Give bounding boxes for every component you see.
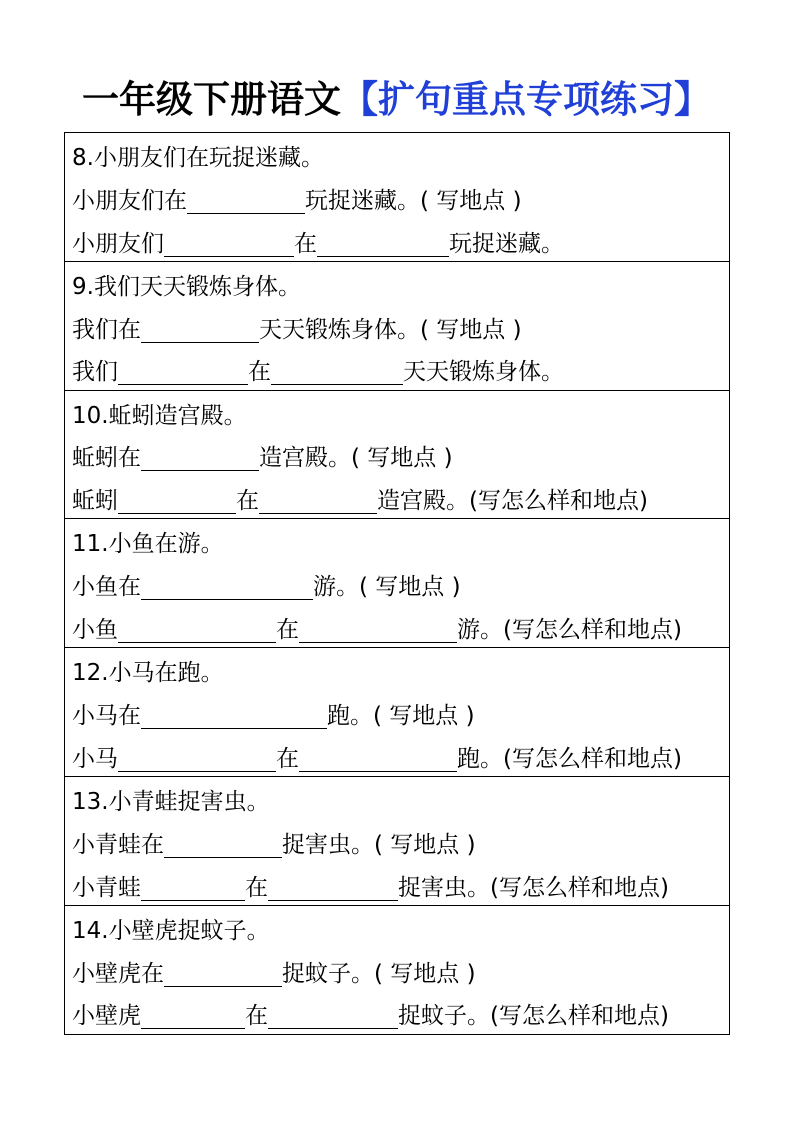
line-text-after: 游。 <box>457 616 503 643</box>
line-text-before: 小壁虎在 <box>72 960 164 987</box>
line-hint: (写怎么样和地点) <box>490 874 669 901</box>
answer-blank[interactable] <box>118 747 276 772</box>
line-text-before: 小鱼在 <box>72 574 141 601</box>
line-text-before: 小鱼 <box>72 616 118 643</box>
line-hint: ( 写地点 ) <box>374 960 476 987</box>
exercise-header: 14.小壁虎捉蚊子。 <box>72 917 270 944</box>
exercise-header: 12.小马在跑。 <box>72 660 224 687</box>
title-main: 一年级下册语文 <box>82 78 341 121</box>
line-text-after: 捉蚊子。 <box>398 1003 490 1030</box>
answer-blank[interactable] <box>299 618 457 643</box>
answer-blank[interactable] <box>259 489 377 514</box>
line-hint: (写怎么样和地点) <box>503 616 682 643</box>
exercise-line-expand <box>72 995 729 1038</box>
line-text-before: 小马在 <box>72 702 141 729</box>
line-text-before: 小朋友们 <box>72 230 164 257</box>
exercise-line-expand <box>72 609 729 652</box>
line-text-after: 造宫殿。 <box>259 445 351 472</box>
exercise-block-13 <box>65 777 729 906</box>
answer-blank[interactable] <box>299 747 457 772</box>
answer-blank[interactable] <box>187 189 305 214</box>
line-text-middle: 在 <box>276 745 299 772</box>
exercise-block-9 <box>65 262 729 391</box>
answer-blank[interactable] <box>141 575 313 600</box>
answer-blank[interactable] <box>141 876 245 901</box>
exercise-line-place <box>72 824 729 867</box>
line-text-after: 天天锻炼身体。 <box>259 316 420 343</box>
exercise-header: 10.蚯蚓造宫殿。 <box>72 402 247 429</box>
answer-blank[interactable] <box>268 1004 398 1029</box>
line-text-middle: 在 <box>248 359 271 386</box>
line-text-before: 我们在 <box>72 316 141 343</box>
line-hint: ( 写地点 ) <box>374 831 476 858</box>
line-text-before: 蚯蚓在 <box>72 445 141 472</box>
exercise-block-14 <box>65 906 729 1035</box>
line-hint: (写怎么样和地点) <box>490 1003 669 1030</box>
exercise-line-expand <box>72 738 729 781</box>
line-text-after: 玩捉迷藏。 <box>449 230 564 257</box>
exercise-line-expand <box>72 867 729 910</box>
exercise-line-place <box>72 309 729 352</box>
answer-blank[interactable] <box>141 446 259 471</box>
exercise-header: 8.小朋友们在玩捉迷藏。 <box>72 145 324 171</box>
answer-blank[interactable] <box>118 489 236 514</box>
line-text-after: 跑。 <box>327 702 373 729</box>
line-text-before: 我们 <box>72 359 118 386</box>
answer-blank[interactable] <box>141 318 259 343</box>
line-text-before: 小青蛙 <box>72 874 141 901</box>
exercise-header: 9.我们天天锻炼身体。 <box>72 273 301 300</box>
exercise-block-12 <box>65 648 729 777</box>
exercise-line-expand <box>72 351 729 394</box>
line-text-after: 游。 <box>313 574 359 601</box>
line-hint: ( 写地点 ) <box>373 702 475 729</box>
exercise-line-expand <box>72 480 729 523</box>
exercise-line-place <box>72 695 729 738</box>
answer-blank[interactable] <box>164 833 282 858</box>
exercise-line-place <box>72 953 729 996</box>
exercise-header: 13.小青蛙捉害虫。 <box>72 788 270 815</box>
answer-blank[interactable] <box>164 232 294 257</box>
answer-blank[interactable] <box>317 232 449 257</box>
line-text-after: 玩捉迷藏。 <box>305 187 420 214</box>
title-close-bracket: 】 <box>674 78 711 121</box>
answer-blank[interactable] <box>118 618 276 643</box>
line-text-after: 跑。 <box>457 745 503 772</box>
title-topic: 扩句重点专项练习 <box>378 78 674 121</box>
line-hint: (写怎么样和地点) <box>503 745 682 772</box>
line-text-before: 小青蛙在 <box>72 831 164 858</box>
exercise-line-expand <box>72 223 729 266</box>
line-text-middle: 在 <box>294 230 317 257</box>
exercise-block-10 <box>65 391 729 520</box>
title-open-bracket: 【 <box>341 78 378 121</box>
line-text-before: 蚯蚓 <box>72 488 118 515</box>
line-text-after: 捉蚊子。 <box>282 960 374 987</box>
answer-blank[interactable] <box>141 704 327 729</box>
answer-blank[interactable] <box>141 1004 245 1029</box>
answer-blank[interactable] <box>118 360 248 385</box>
answer-blank[interactable] <box>164 962 282 987</box>
exercise-line-place <box>72 566 729 609</box>
exercise-line-place <box>72 180 729 223</box>
line-text-after: 天天锻炼身体。 <box>403 359 564 386</box>
line-hint: ( 写地点 ) <box>359 574 461 601</box>
answer-blank[interactable] <box>268 876 398 901</box>
exercise-line-place <box>72 437 729 480</box>
line-hint: ( 写地点 ) <box>420 187 522 214</box>
line-text-middle: 在 <box>236 488 259 515</box>
line-text-middle: 在 <box>245 1003 268 1030</box>
line-hint: (写怎么样和地点) <box>469 488 648 515</box>
line-text-after: 捉害虫。 <box>282 831 374 858</box>
line-text-middle: 在 <box>245 874 268 901</box>
line-hint: ( 写地点 ) <box>351 445 453 472</box>
exercise-block-8 <box>65 133 729 262</box>
line-hint: ( 写地点 ) <box>420 316 522 343</box>
line-text-before: 小壁虎 <box>72 1003 141 1030</box>
line-text-after: 捉害虫。 <box>398 874 490 901</box>
line-text-middle: 在 <box>276 616 299 643</box>
exercise-table <box>64 132 730 1035</box>
line-text-before: 小朋友们在 <box>72 187 187 214</box>
exercise-header: 11.小鱼在游。 <box>72 531 224 558</box>
page-title <box>0 74 793 126</box>
exercise-block-11 <box>65 519 729 648</box>
line-text-before: 小马 <box>72 745 118 772</box>
line-text-after: 造宫殿。 <box>377 488 469 515</box>
answer-blank[interactable] <box>271 360 403 385</box>
